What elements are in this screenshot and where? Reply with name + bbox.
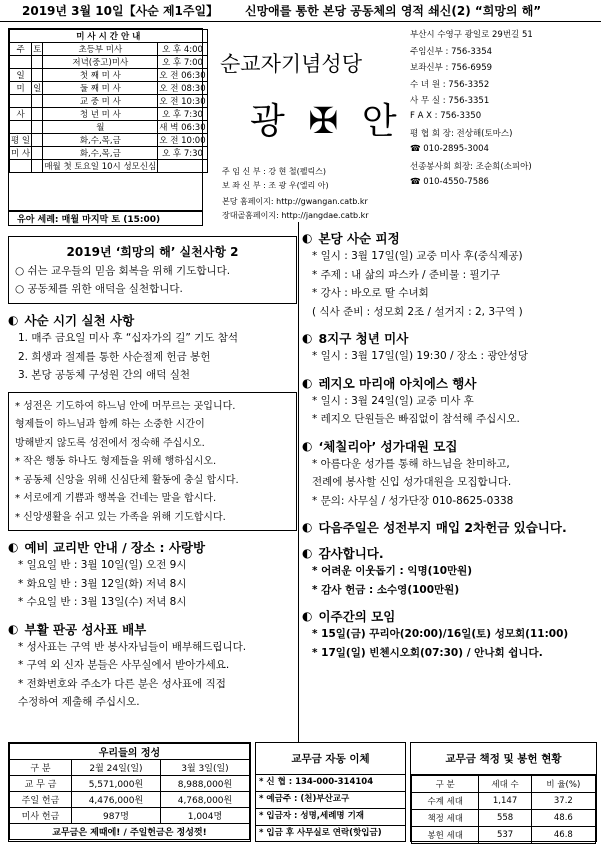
homepage-link[interactable]: 본당 홈페이지: http://gwangan.catb.kr: [222, 197, 368, 206]
table-cell: [32, 134, 43, 147]
table-cell: [32, 160, 43, 173]
contact-line: 수 녀 원 : 756-3352: [410, 79, 490, 90]
list-item: ( 식사 준비 : 성모회 2조 / 설거지 : 2, 3구역 ): [312, 305, 523, 318]
list-item: 방해받지 않도록 성전에서 정숙해 주십시오.: [15, 437, 205, 449]
table-cell: 책정 세대: [412, 810, 479, 827]
logo-subtitle: 순교자기념성당: [220, 52, 363, 76]
mass-schedule-title: 미 사 시 간 안 내: [10, 30, 208, 43]
list-item: * 성전은 기도하여 하느님 안에 머무르는 곳입니다.: [15, 400, 236, 412]
table-cell: [32, 95, 43, 108]
contact-info: [410, 28, 595, 226]
table-row: [10, 776, 250, 792]
table-cell: 4,476,000원: [71, 792, 160, 808]
bullet-icon: ◐: [8, 313, 19, 327]
left-column: [8, 236, 297, 713]
table-cell: 청 년 미 사: [43, 108, 158, 121]
list-item: * 예금주 : (천)부산교구: [256, 792, 405, 809]
status-title: 교무금 책정 및 봉헌 현황: [411, 743, 596, 775]
list-item: ○ 쉬는 교우들의 믿음 회복을 위해 기도합니다.: [15, 265, 231, 277]
table-cell: 8,988,000원: [160, 776, 249, 792]
table-cell: 37.2: [531, 793, 595, 810]
list-item: 수정하여 제출해 주십시오.: [18, 696, 140, 708]
table-cell: 오 전 06:30: [158, 69, 207, 82]
section-heading: ◐ 감사합니다.: [302, 546, 384, 561]
table-header: 세대 수: [479, 776, 531, 793]
contact-line: ☎ 010-4550-7586: [410, 176, 489, 187]
pastor: 주 임 신 부 : 강 현 철(펠릭스): [222, 167, 327, 176]
table-cell: 오 후 7:30: [158, 147, 207, 160]
practice-box: [8, 236, 297, 304]
list-item: * 아름다운 성가를 통해 하느님을 찬미하고,: [312, 457, 510, 470]
section-heading: ◐ 사순 시기 실천 사항: [8, 313, 135, 328]
section-heading: ◐ ‘체칠리아’ 성가대원 모집: [302, 438, 458, 454]
list-item: * 일시 : 3월 17일(일) 교중 미사 후(중식제공): [312, 250, 523, 262]
address: 부산시 수영구 광일로 29번길 51: [410, 30, 533, 40]
list-item: * 성사표는 구역 반 봉사자님들이 배부해드립니다.: [18, 640, 247, 653]
list-item: 3. 본당 공동체 구성원 간의 애덕 실천: [18, 369, 191, 381]
list-item: * 입금 후 사무실로 연락(핫입금): [259, 828, 382, 838]
bullet-icon: ◐: [302, 438, 313, 453]
table-cell: 저녁(중고)미사: [43, 56, 158, 69]
table-row: [412, 793, 596, 810]
offering-note: 교무금은 제때에! / 주일헌금은 정성껏!: [10, 824, 250, 840]
list-item: 2. 희생과 절제를 통한 사순절제 헌금 봉헌: [18, 350, 211, 363]
contact-line: 주임신부 : 756-3354: [410, 46, 493, 57]
table-cell: 5,571,000원: [71, 776, 160, 792]
list-item: 1. 매주 금요일 미사 후 “십자가의 길” 기도 참석: [18, 332, 239, 344]
bullet-icon: ◐: [302, 331, 313, 345]
table-cell: 매월 첫 토요일 10시 성모신심: [43, 160, 158, 173]
table-cell: 오 후 4:00: [158, 43, 207, 56]
section-heading: ◐ 본당 사순 피정: [302, 231, 400, 246]
list-item: * 일시 : 3월 17일(일) 19:30 / 장소 : 광안성당: [312, 350, 528, 362]
bulletin-date: 2019년 3월 10일【사순 제1주일】: [22, 4, 219, 18]
section-heading: ◐ 예비 교리반 안내 / 장소 : 사랑방: [8, 540, 206, 555]
contact-line: 평 협 회 장: 전상해(토마스): [410, 129, 513, 139]
section-heading: ◐ 8지구 청년 미사: [302, 331, 409, 346]
logo-title: 광 ✠ 안: [250, 101, 403, 142]
list-item: * 감사 헌금 : 소수영(100만원): [312, 583, 460, 596]
list-item: * 전화번호와 주소가 다른 분은 성사표에 직접: [18, 677, 226, 690]
list-item: * 일시 : 3월 24일(일) 교중 미사 후: [312, 394, 474, 407]
section-heading: ◐ 다음주일은 성전부지 매입 2차헌금 있습니다.: [302, 520, 567, 535]
list-item: ○ 공동체를 위한 애덕을 실천합니다.: [15, 283, 183, 295]
section-heading: ◐ 레지오 마리애 아치에스 행사: [302, 375, 477, 391]
bulletin-theme: 신망애를 통한 본당 공동체의 영적 쇄신(2) “희망의 해”: [245, 4, 542, 18]
table-row: [10, 147, 208, 160]
table-cell: 주: [10, 43, 32, 56]
table-cell: [32, 147, 43, 160]
table-row: [10, 160, 208, 173]
table-cell: 일: [10, 69, 32, 82]
status-table: [410, 742, 597, 842]
table-cell: 오 전 10:00: [158, 134, 207, 147]
list-item: * 일요일 반 : 3월 10일(일) 오전 9시: [18, 559, 187, 571]
contact-line: ☎ 010-2895-3004: [410, 143, 489, 154]
bullet-icon: ◐: [302, 520, 313, 534]
table-row: [10, 792, 250, 808]
table-row: [10, 134, 208, 147]
bullet-icon: ◐: [8, 540, 19, 554]
assistant-pastor: 보 좌 신 부 : 조 광 우(엘리 아): [222, 181, 329, 190]
table-cell: [10, 160, 32, 173]
list-item: * 수요일 반 : 3월 13일(수) 저녁 8시: [18, 596, 187, 608]
transfer-title: 교무금 자동 이체: [256, 743, 405, 775]
table-header: 구 분: [412, 776, 479, 793]
auto-transfer-box: [255, 742, 406, 842]
list-item: * 주제 : 내 삶의 파스카 / 준비물 : 필기구: [312, 268, 500, 281]
practice-title: 2019년 ‘희망의 해’ 실천사항 2: [66, 245, 239, 259]
table-cell: [32, 69, 43, 82]
bullet-icon: ◐: [302, 231, 313, 245]
list-item: * 작은 행동 하나도 형제들을 위해 행하십시오.: [15, 456, 217, 467]
table-cell: 미사 헌금: [10, 808, 72, 824]
table-cell: 평 일: [10, 134, 32, 147]
table-cell: 오 전 08:30: [158, 82, 207, 95]
table-cell: 미 사: [10, 147, 32, 160]
list-item: * 공동체 신앙을 위해 신심단체 활동에 충실 합시다.: [15, 474, 239, 486]
list-item: * 신 협 : 134-000-314104: [256, 775, 405, 792]
table-header: 2월 24일(일): [71, 760, 160, 776]
contact-line: 사 무 실 : 756-3351: [410, 96, 490, 106]
table-cell: 교 무 금: [10, 776, 72, 792]
table-row: [10, 95, 208, 108]
list-item: * 17일(일) 빈첸시오회(07:30) / 안나회 쉽니다.: [312, 646, 543, 659]
table-cell: [32, 56, 43, 69]
table-cell: 오 후 7:00: [158, 56, 207, 69]
list-item: * 입금자 : 성명,세례명 기재: [256, 809, 405, 826]
table-cell: [32, 108, 43, 121]
bullet-icon: ◐: [302, 546, 313, 560]
right-column: [302, 222, 597, 663]
table-row: [10, 108, 208, 121]
table-cell: 월: [43, 121, 158, 134]
table-row: [412, 827, 596, 844]
table-row: [10, 69, 208, 82]
table-cell: [10, 121, 32, 134]
table-cell: 537: [479, 827, 531, 844]
table-cell: 주일 헌금: [10, 792, 72, 808]
list-item: * 강사 : 바오로 딸 수녀회: [312, 287, 429, 299]
table-row: [412, 810, 596, 827]
table-row: [10, 808, 250, 824]
table-row: [10, 82, 208, 95]
table-cell: 48.6: [531, 810, 595, 827]
table-cell: 교 중 미 사: [43, 95, 158, 108]
list-item: * 어려운 이웃돕기 : 익명(10만원): [312, 565, 473, 577]
table-cell: 둘 째 미 사: [43, 82, 158, 95]
table-cell: [158, 160, 207, 173]
table-cell: 46.8: [531, 827, 595, 844]
table-cell: 봉헌 세대: [412, 827, 479, 844]
list-item: * 서로에게 기쁨과 행복을 건네는 말을 합시다.: [15, 493, 217, 504]
mass-schedule: [8, 28, 206, 211]
table-header: 비 율(%): [531, 776, 595, 793]
table-cell: 558: [479, 810, 531, 827]
parish-logo: [210, 28, 405, 226]
offering-table: [8, 742, 251, 842]
list-item: * 화요일 반 : 3월 12일(화) 저녁 8시: [18, 577, 187, 590]
lent-notice-box: [8, 392, 297, 532]
contact-line: 보좌신부 : 756-6959: [410, 63, 493, 73]
bulletin-header: [0, 0, 601, 22]
table-cell: 첫 째 미 사: [43, 69, 158, 82]
list-item: * 문의: 사무실 / 성가단장 010-8625-0338: [312, 494, 514, 507]
table-cell: 수계 세대: [412, 793, 479, 810]
table-cell: 초등부 미사: [43, 43, 158, 56]
column-divider: [298, 222, 299, 742]
table-cell: 987명: [71, 808, 160, 824]
offering-title: 우리들의 정성: [10, 744, 250, 760]
table-row: [10, 43, 208, 56]
table-cell: 미: [10, 82, 32, 95]
contact-line: F A X : 756-3350: [410, 110, 482, 121]
table-cell: 일: [32, 82, 43, 95]
table-cell: 화,수,목,금: [43, 147, 158, 160]
table-cell: 새 벽 06:30: [158, 121, 207, 134]
table-row: [10, 56, 208, 69]
table-row: [10, 121, 208, 134]
homepage-link-2[interactable]: 장대골홈페이지: http://jangdae.catb.kr: [222, 211, 369, 220]
bullet-icon: ◐: [302, 375, 313, 390]
table-header: 구 분: [10, 760, 72, 776]
list-item: * 구역 외 신자 분들은 사무실에서 받아가세요.: [18, 659, 230, 671]
list-item: * 15일(금) 꾸리아(20:00)/16일(토) 성모회(11:00): [312, 628, 569, 640]
list-item: * 레지오 단원들은 빠짐없이 참석해 주십시오.: [312, 413, 520, 425]
bullet-icon: ◐: [302, 609, 313, 623]
table-cell: 오 전 10:30: [158, 95, 207, 108]
table-cell: 1,147: [479, 793, 531, 810]
table-cell: 토: [32, 43, 43, 56]
section-heading: ◐ 이주간의 모임: [302, 609, 396, 624]
table-cell: 오 후 7:30: [158, 108, 207, 121]
table-cell: 화,수,목,금: [43, 134, 158, 147]
section-heading: ◐ 부활 판공 성사표 배부: [8, 621, 147, 637]
list-item: 전례에 봉사할 신입 성가대원을 모집합니다.: [312, 476, 512, 488]
table-cell: [32, 121, 43, 134]
contact-line: 선종봉사회 회장: 조순희(소피아): [410, 162, 532, 172]
infant-baptism: 유아 세례: 매월 마지막 토 (15:00): [8, 211, 203, 226]
table-cell: 4,768,000원: [160, 792, 249, 808]
table-header: 3월 3일(일): [160, 760, 249, 776]
list-item: 형제들이 하느님과 함께 하는 소중한 시간이: [15, 419, 205, 430]
table-cell: [10, 56, 32, 69]
list-item: * 신앙생활을 쉬고 있는 가족을 위해 기도합시다.: [15, 511, 226, 523]
table-cell: 사: [10, 108, 32, 121]
table-cell: [10, 95, 32, 108]
table-cell: 1,004명: [160, 808, 249, 824]
bullet-icon: ◐: [8, 621, 19, 636]
